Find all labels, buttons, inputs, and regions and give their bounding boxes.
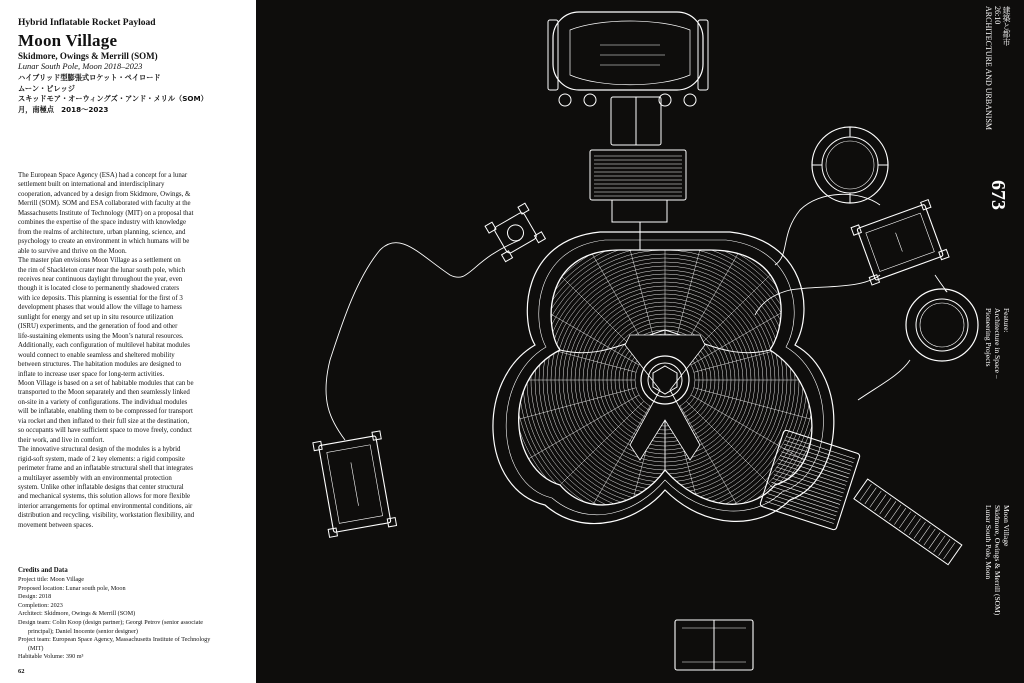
feature-running-head xyxy=(984,308,1011,379)
body-line: receives near continuous daylight throughout the year, even xyxy=(18,275,183,283)
cable xyxy=(858,360,910,400)
magazine-issue: 26:10 xyxy=(993,6,1002,25)
credits-list xyxy=(18,576,250,662)
jp-kicker: ハイブリッド型膨張式ロケット・ペイロード xyxy=(18,73,161,82)
cable xyxy=(775,194,880,265)
body-line: Additionally, each configuration of multilevel habitat modules xyxy=(18,342,190,350)
body-line: movement between spaces. xyxy=(18,521,94,529)
feature-line: Architecture in Space – xyxy=(993,308,1002,379)
body-line: on-site in a variety of configurations. The individual modules xyxy=(18,398,188,406)
project-running-head xyxy=(984,505,1011,615)
folio-number: 673 xyxy=(987,180,1009,210)
body-line: development phases that would allow the village to harness xyxy=(18,304,182,312)
body-line: (ISRU) experiments, and the generation of food and other xyxy=(18,323,178,331)
body-line: via rocket and then inflated to their full size at the destination, xyxy=(18,417,190,425)
credit-line: Project title: Moon Village xyxy=(18,576,85,583)
page-title: Moon Village xyxy=(18,31,118,50)
project-architect: Skidmore, Owings & Merrill (SOM) xyxy=(993,505,1002,616)
airlock-ring xyxy=(812,127,888,203)
body-text xyxy=(18,171,246,530)
body-line: transported to the Moon separately and then seamlessly linked xyxy=(18,389,190,397)
body-line: settlement built on international and interdisciplinary xyxy=(18,181,165,189)
magazine-masthead xyxy=(984,6,1011,130)
moon-village-drawing xyxy=(256,0,1024,683)
body-line: their work, and live in comfort. xyxy=(18,436,105,444)
body-line: a multilayer assembly with an environmental protection xyxy=(18,474,172,482)
body-line: between structures. The habitation modules are designed to xyxy=(18,361,182,369)
magazine-name-jp: 建築と都市 xyxy=(1002,6,1011,46)
right-module xyxy=(851,200,949,285)
project-name: Moon Village xyxy=(1002,505,1011,547)
body-line: will be inflatable, enabling them to be compressed for transport xyxy=(18,408,193,416)
gantry-arm xyxy=(854,479,962,565)
body-line: The European Space Agency (ESA) had a concept for a lunar xyxy=(18,172,188,179)
body-line: The master plan envisions Moon Village as a settlement on xyxy=(18,257,181,265)
feature-line: Pioneering Projects xyxy=(984,308,993,367)
body-line: inflate to increase user space for long-term activities. xyxy=(18,370,165,378)
body-line: though it is located close to permanently shadowed craters xyxy=(18,285,180,293)
body-line: Merrill (SOM). SOM and ESA collaborated with faculty at the xyxy=(18,200,191,208)
jp-architect: スキッドモア・オーウィングズ・アンド・メリル（SOM） xyxy=(18,94,208,103)
body-line: the rim of Shackleton crater near the lunar south pole, which xyxy=(18,266,186,274)
right-page xyxy=(256,0,1024,683)
cable xyxy=(326,240,520,440)
body-line: The innovative structural design of the modules is a hybrid xyxy=(18,446,181,454)
body-line: sunlight for energy and set up in situ resource utilization xyxy=(18,313,174,321)
bottom-left-module xyxy=(313,431,397,537)
body-line: with ice deposits. This planning is essential for the first of 3 xyxy=(18,294,183,302)
jp-title: ムーン・ビレッジ xyxy=(18,83,75,93)
body-line: Massachusetts Institute of Technology (MIT) on a proposal that xyxy=(18,209,194,217)
architect-name: Skidmore, Owings & Merrill (SOM) xyxy=(18,51,158,61)
page-number: 62 xyxy=(18,668,25,675)
credit-line: principal); Daniel Inocente (senior designer) xyxy=(28,627,138,635)
body-line: psychology to create an environment in which humans will be xyxy=(18,238,190,246)
body-line: system. Unlike other inflatable designs that center structural xyxy=(18,483,184,491)
magazine-name-en: ARCHITECTURE AND URBANISM xyxy=(984,6,993,131)
body-line: and mechanical systems, this solution allows for more flexible xyxy=(18,493,191,501)
jp-location: 月，南極点 2018～2023 xyxy=(18,104,109,114)
credit-line: (MIT) xyxy=(28,644,44,652)
credits-heading: Credits and Data xyxy=(18,567,68,574)
credit-line: Design team: Colin Koop (design partner); Georgi Petrov (senior associate xyxy=(18,618,203,626)
feature-label: Feature: xyxy=(1002,308,1011,333)
body-line: from the realms of architecture, urban planning, science, and xyxy=(18,228,186,236)
credit-line: Habitable Volume: 390 m³ xyxy=(18,653,84,661)
body-line: interior arrangements for optimal environmental conditions, air xyxy=(18,502,193,510)
body-line: distribution and recycling, visibility, workstation flexibility, and xyxy=(18,512,195,520)
body-line: Moon Village is based on a set of habitable modules that can be xyxy=(18,379,194,387)
body-line: perimeter frame and an inflatable structural shell that integrates xyxy=(18,465,193,473)
body-line: combines the expertise of the space industry with knowledge xyxy=(18,219,187,227)
body-line: able to survive and thrive on the Moon. xyxy=(18,247,127,255)
body-line: would connect to enable seamless and sheltered mobility xyxy=(18,351,175,359)
body-line: life-sustaining elements using the Moon’s natural resources. xyxy=(18,332,184,340)
credit-line: Design: 2018 xyxy=(18,593,52,601)
credit-line: Completion: 2023 xyxy=(18,601,63,609)
body-line: rigid-soft system, made of 2 key elements: a rigid composite xyxy=(18,455,185,463)
credit-line: Architect: Skidmore, Owings & Merrill (SOM) xyxy=(18,610,136,618)
credit-line: Project team: European Space Agency, Massachusetts Institute of Technology xyxy=(18,636,211,644)
project-location-spine: Lunar South Pole, Moon xyxy=(984,505,993,580)
project-location: Lunar South Pole, Moon 2018–2023 xyxy=(18,61,143,71)
body-line: cooperation, advanced by a design from Skidmore, Owings, & xyxy=(18,190,191,198)
credit-line: Proposed location: Lunar south pole, Moon xyxy=(18,584,126,592)
body-line: so occupants will have sufficient space to move freely, conduct xyxy=(18,427,192,435)
japanese-header xyxy=(18,73,208,115)
left-page xyxy=(0,0,256,683)
airlock-ring xyxy=(906,289,978,361)
project-kicker: Hybrid Inflatable Rocket Payload xyxy=(18,18,156,28)
top-module-ribbed xyxy=(590,150,686,200)
top-module-base xyxy=(612,200,667,222)
